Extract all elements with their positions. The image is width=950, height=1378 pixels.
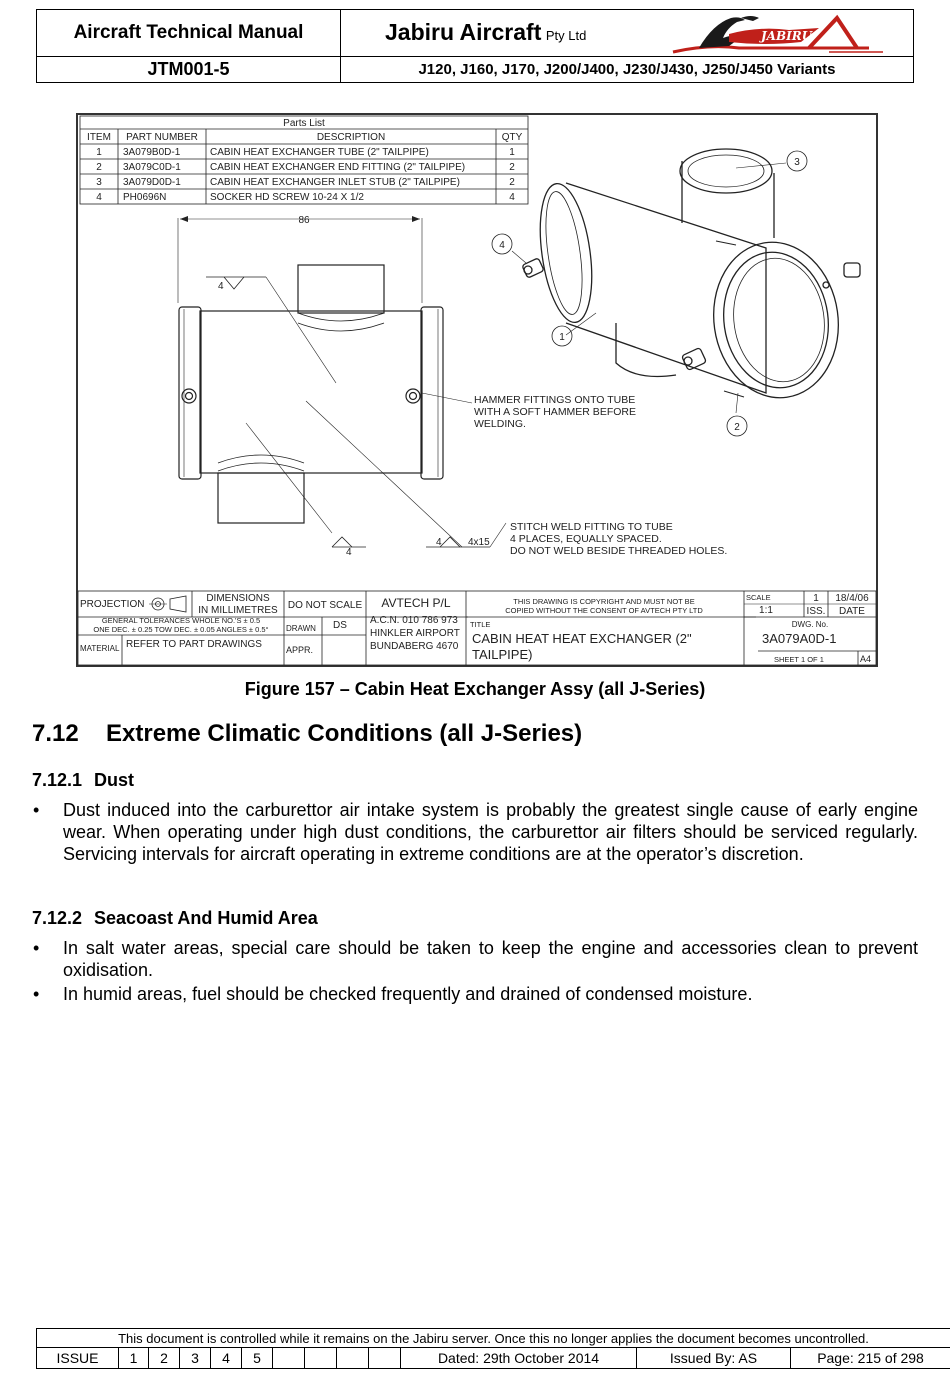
- tb-copyright: COPIED WITHOUT THE CONSENT OF AVTECH PTY LTD: [505, 606, 703, 615]
- issue-cell: 1: [119, 1348, 149, 1369]
- subsection-title: Seacoast And Humid Area: [94, 908, 318, 928]
- note-stitch-line: DO NOT WELD BESIDE THREADED HOLES.: [510, 545, 728, 557]
- parts-list-title: Parts List: [283, 118, 325, 129]
- page-number: Page: 215 of 298: [791, 1348, 950, 1369]
- tb-do-not-scale: DO NOT SCALE: [287, 600, 363, 611]
- balloon-4: 4: [499, 240, 505, 251]
- parts-row-1: [96, 147, 515, 158]
- title-block: [78, 591, 876, 665]
- tb-dimensions: IN MILLIMETRES: [198, 605, 278, 616]
- tb-town: BUNDABERG 4670: [370, 641, 459, 652]
- issued-by: Issued By: AS: [637, 1348, 791, 1369]
- note-hammer-line: WELDING.: [474, 418, 526, 430]
- document-footer: [36, 1328, 950, 1369]
- control-note: This document is controlled while it remains on the Jabiru server. Once this no longer applies the document becomes uncontrolled.: [37, 1329, 950, 1348]
- part-description: CABIN HEAT EXCHANGER INLET STUB (2" TAILPIPE): [210, 177, 460, 188]
- issue-cell: [337, 1348, 369, 1369]
- tb-date: 18/4/06: [835, 593, 869, 604]
- part-number: 3A079B0D-1: [123, 147, 181, 158]
- balloon-1: 1: [559, 332, 565, 343]
- jabiru-logo-icon: [669, 12, 889, 56]
- list-item: [32, 799, 918, 865]
- issue-label: ISSUE: [37, 1348, 119, 1369]
- tb-copyright: THIS DRAWING IS COPYRIGHT AND MUST NOT BE: [513, 597, 695, 606]
- parts-row-4: [96, 192, 515, 203]
- subsection-heading-dust: [32, 770, 134, 791]
- col-item: ITEM: [87, 132, 111, 143]
- part-qty: 1: [509, 147, 515, 158]
- note-stitch: [510, 521, 727, 557]
- part-description: CABIN HEAT EXCHANGER TUBE (2" TAILPIPE): [210, 147, 429, 158]
- note-hammer-line: WITH A SOFT HAMMER BEFORE: [474, 406, 636, 418]
- bullet-icon: •: [33, 938, 40, 958]
- tb-sheet: SHEET 1 OF 1: [774, 655, 824, 664]
- bullet-icon: •: [33, 984, 40, 1004]
- tb-title-label: TITLE: [470, 620, 491, 629]
- tb-scale: 1:1: [759, 605, 773, 616]
- bullet-text: In salt water areas, special care should be taken to keep the engine and accessories clean to prevent oxidisation.: [63, 938, 918, 980]
- bullet-text: In humid areas, fuel should be checked frequently and drained of condensed moisture.: [63, 984, 753, 1004]
- weld-spec: 4x15: [468, 537, 490, 548]
- issue-cell: [273, 1348, 305, 1369]
- tb-tolerances: GENERAL TOLERANCES WHOLE NO.'S ± 0.5: [101, 616, 261, 625]
- front-view: [178, 215, 506, 558]
- figure-caption: Figure 157 – Cabin Heat Exchanger Assy (all J-Series): [244, 679, 706, 699]
- tb-acn: A.C.N. 010 786 973: [370, 615, 458, 626]
- part-number: 3A079C0D-1: [123, 162, 181, 173]
- balloon-2: 2: [734, 422, 740, 433]
- tb-title: CABIN HEAT HEAT EXCHANGER (2": [472, 631, 692, 646]
- parts-row-2: [96, 162, 515, 173]
- parts-list: [80, 116, 528, 204]
- dust-bullets: [32, 799, 918, 865]
- tb-dwg-label: DWG. No.: [791, 620, 829, 629]
- part-item: 1: [96, 147, 102, 158]
- section-heading: [32, 720, 582, 748]
- part-item: 4: [96, 192, 102, 203]
- part-item: 2: [96, 162, 102, 173]
- manual-title: Aircraft Technical Manual: [73, 21, 304, 43]
- engineering-drawing: [76, 113, 878, 667]
- subsection-number: 7.12.1: [32, 770, 83, 790]
- logo-text: JABIRU: [761, 29, 813, 43]
- tb-issue-label: ISS.: [806, 606, 826, 617]
- issue-cell: [305, 1348, 337, 1369]
- tb-size: A4: [860, 654, 872, 664]
- col-part-number: PART NUMBER: [126, 132, 198, 143]
- part-qty: 4: [509, 192, 515, 203]
- balloon-3: 3: [794, 157, 800, 168]
- note-stitch-line: STITCH WELD FITTING TO TUBE: [510, 521, 673, 533]
- part-qty: 2: [509, 177, 515, 188]
- variants: J120, J160, J170, J200/J400, J230/J430, J250/J450 Variants: [341, 56, 914, 82]
- tb-airport: HINKLER AIRPORT: [370, 628, 460, 639]
- isometric-view: [512, 149, 860, 413]
- tb-scale-label: SCALE: [746, 593, 771, 602]
- col-description: DESCRIPTION: [316, 132, 386, 143]
- section-title: Extreme Climatic Conditions (all J-Series): [106, 720, 583, 747]
- issue-cell: 3: [180, 1348, 211, 1369]
- part-number: PH0696N: [123, 192, 167, 203]
- issue-cell: 5: [242, 1348, 273, 1369]
- parts-row-3: [96, 177, 515, 188]
- issue-cell: [369, 1348, 401, 1369]
- note-hammer-line: HAMMER FITTINGS ONTO TUBE: [474, 394, 636, 406]
- col-qty: QTY: [501, 132, 523, 143]
- tb-date-label: DATE: [839, 606, 865, 617]
- note-hammer: [474, 394, 636, 430]
- tb-material: REFER TO PART DRAWINGS: [126, 639, 262, 650]
- part-qty: 2: [509, 162, 515, 173]
- section-number: 7.12: [32, 720, 79, 747]
- tb-title: TAILPIPE): [472, 647, 533, 662]
- list-item: [32, 937, 918, 981]
- dimension-86: 86: [298, 215, 310, 226]
- manual-title-cell: [37, 10, 341, 57]
- company-name: Jabiru Aircraft: [385, 19, 542, 46]
- tb-drawn-label: DRAWN: [286, 624, 316, 633]
- bullet-text: Dust induced into the carburettor air intake system is probably the greatest single cause of early engine wear. When operating under high dust conditions, the carburettor air filters should be serviced regularly. Servicing intervals for aircraft operating in extreme conditions are at the operator’s discretion.: [63, 800, 918, 864]
- tb-material-label: MATERIAL: [80, 644, 120, 653]
- seacoast-bullets: [32, 937, 918, 1005]
- company-suffix: Pty Ltd: [545, 28, 587, 44]
- part-description: SOCKER HD SCREW 10-24 X 1/2: [210, 192, 364, 203]
- tb-drawn: DS: [333, 620, 347, 631]
- subsection-number: 7.12.2: [32, 908, 83, 928]
- doc-code-cell: [37, 56, 341, 82]
- note-stitch-line: 4 PLACES, EQUALLY SPACED.: [510, 533, 662, 545]
- document-header: [36, 9, 914, 83]
- list-item: [32, 983, 918, 1005]
- part-description: CABIN HEAT EXCHANGER END FITTING (2" TAILPIPE): [210, 162, 466, 173]
- part-number: 3A079D0D-1: [123, 177, 181, 188]
- bullet-icon: •: [33, 800, 40, 820]
- company-cell: [341, 10, 914, 57]
- tb-company: AVTECH P/L: [381, 596, 451, 610]
- subsection-heading-seacoast: [32, 908, 318, 929]
- weld-symbol-left-top: 4: [218, 281, 224, 292]
- tb-issue: 1: [813, 593, 819, 604]
- issue-cell: 4: [211, 1348, 242, 1369]
- tb-dwg-no: 3A079A0D-1: [762, 631, 837, 646]
- drawing-canvas: [76, 113, 878, 667]
- weld-symbol-bottom: 4: [436, 537, 442, 548]
- tb-appr-label: APPR.: [286, 645, 314, 655]
- tb-dimensions: DIMENSIONS: [206, 593, 270, 604]
- tb-projection: PROJECTION: [80, 599, 145, 610]
- part-item: 3: [96, 177, 102, 188]
- dated: Dated: 29th October 2014: [401, 1348, 637, 1369]
- weld-symbol-left-bottom: 4: [346, 547, 352, 558]
- subsection-title: Dust: [94, 770, 134, 790]
- doc-code: JTM001-5: [147, 58, 230, 79]
- issue-cell: 2: [149, 1348, 180, 1369]
- tb-tolerances: ONE DEC. ± 0.25 TOW DEC. ± 0.05 ANGLES ± 0.5°: [93, 625, 269, 634]
